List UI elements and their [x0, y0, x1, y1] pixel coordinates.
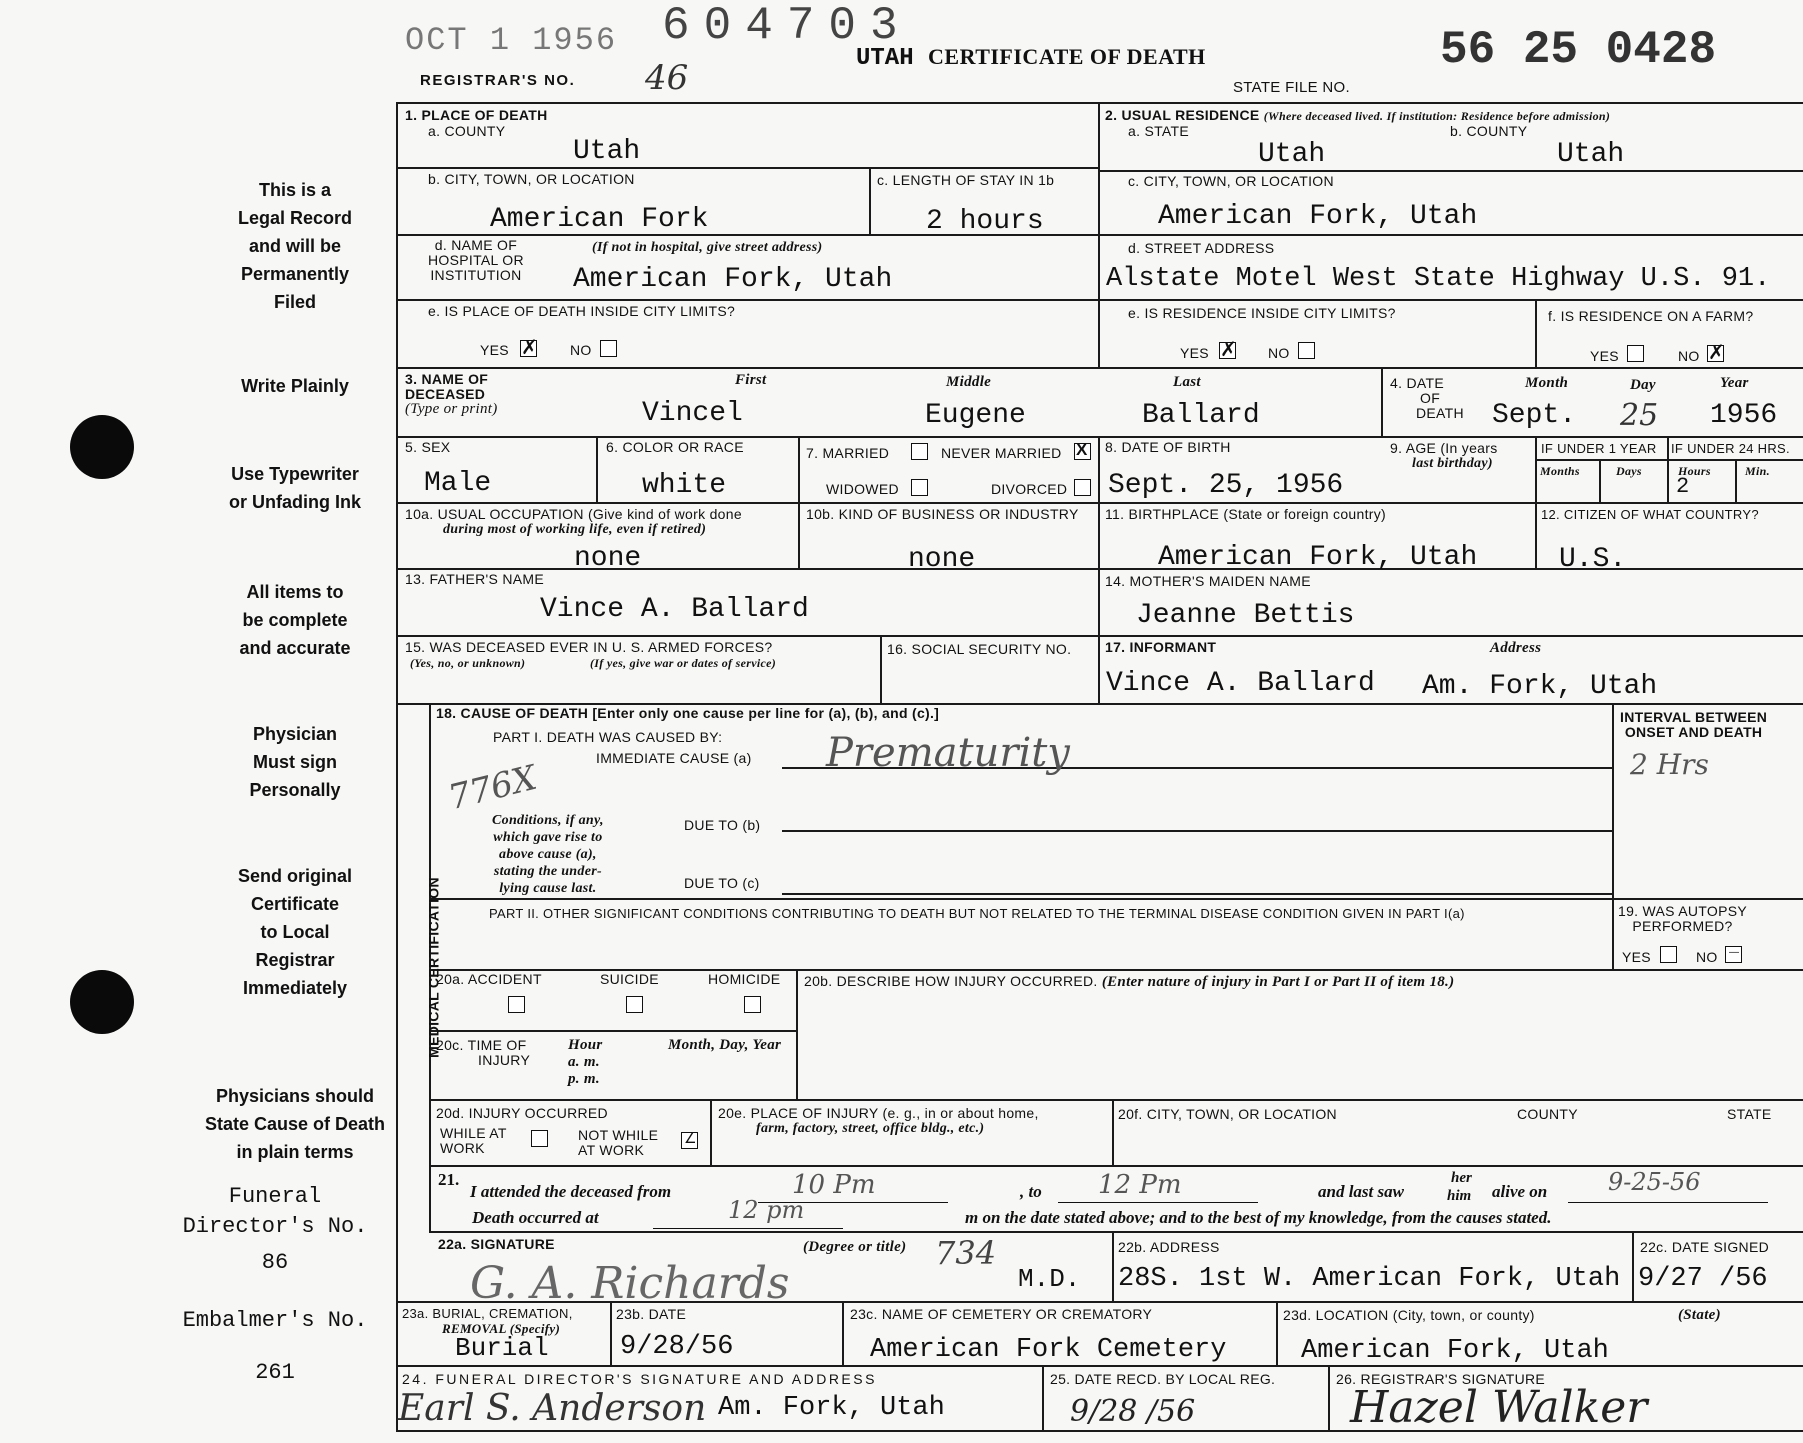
- married-checkbox[interactable]: [911, 443, 928, 460]
- citizen-value: U.S.: [1559, 544, 1627, 575]
- accident-label: 20a. ACCIDENT: [436, 971, 542, 987]
- armed-forces-hint-1: (Yes, no, or unknown): [410, 656, 526, 670]
- middle-name-label: Middle: [946, 374, 992, 390]
- days-label: Days: [1616, 464, 1642, 478]
- injury-description-label: 20b. DESCRIBE HOW INJURY OCCURRED. (Enter nature of injury in Part I or Part II of item 18.): [804, 973, 1455, 990]
- informant-label: 17. INFORMANT: [1105, 639, 1217, 655]
- homicide-label: HOMICIDE: [708, 971, 781, 987]
- last-name-label: Last: [1173, 374, 1201, 390]
- funeral-director-no: Funeral Director's No. 86: [182, 1184, 368, 1275]
- cemetery-label: 23c. NAME OF CEMETERY OR CREMATORY: [850, 1306, 1153, 1322]
- embalmer-no: Embalmer's No. 261: [182, 1308, 368, 1385]
- burial-date-value: 9/28/56: [620, 1332, 734, 1362]
- stamp-date: OCT 1 1956: [405, 22, 618, 59]
- physician-signature: G. A. Richards: [470, 1258, 790, 1309]
- funeral-director-signature: Earl S. Anderson: [398, 1388, 707, 1429]
- burial-state-label: (State): [1678, 1307, 1721, 1323]
- father-value: Vince A. Ballard: [540, 594, 809, 625]
- res-inside-limits-label: e. IS RESIDENCE INSIDE CITY LIMITS?: [1128, 305, 1396, 321]
- physician-address: 28S. 1st W. American Fork, Utah: [1118, 1264, 1621, 1294]
- divorced-label: DIVORCED: [991, 481, 1068, 497]
- sidebar-notice-physician: Physician Must sign Personally: [249, 724, 341, 800]
- pod-county-value: Utah: [573, 136, 641, 167]
- res-yes-checkbox[interactable]: ✗: [1220, 339, 1237, 361]
- res-farm-yes-label: YES: [1590, 348, 1619, 364]
- burial-location-value: American Fork, Utah: [1301, 1336, 1609, 1366]
- dod-year-label: Year: [1720, 375, 1749, 391]
- citizen-label: 12. CITIZEN OF WHAT COUNTRY?: [1541, 507, 1759, 522]
- under-24-hrs-label: IF UNDER 24 HRS.: [1671, 441, 1790, 456]
- dod-year-value: 1956: [1710, 400, 1778, 431]
- months-label: Months: [1540, 464, 1580, 478]
- industry-label: 10b. KIND OF BUSINESS OR INDUSTRY: [806, 506, 1079, 522]
- res-county-label: b. COUNTY: [1450, 123, 1528, 139]
- funeral-director-address: Am. Fork, Utah: [718, 1393, 945, 1423]
- not-while-at-work-label: NOT WHILE AT WORK: [578, 1127, 659, 1158]
- res-farm-yes-checkbox[interactable]: [1627, 345, 1644, 362]
- married-label: 7. MARRIED: [806, 445, 890, 461]
- informant-value: Vince A. Ballard: [1106, 668, 1375, 699]
- physician-degree: M.D.: [1018, 1264, 1081, 1294]
- sidebar-notice-legal: This is a Legal Record and will be Permanently Filed: [237, 180, 353, 312]
- date-of-death-label: 4. DATE OF DEATH: [1390, 375, 1464, 421]
- punch-hole: [70, 415, 134, 479]
- age-label: 9. AGE (In years last birthday): [1390, 440, 1498, 471]
- hours-value: 2: [1676, 474, 1690, 499]
- sex-value: Male: [424, 468, 492, 499]
- mdy-label: Month, Day, Year: [668, 1037, 782, 1053]
- burial-method-value: Burial: [455, 1333, 549, 1363]
- place-of-death-title: 1. PLACE OF DEATH: [405, 107, 548, 123]
- res-farm-label: f. IS RESIDENCE ON A FARM?: [1548, 308, 1754, 324]
- dob-value: Sept. 25, 1956: [1108, 470, 1344, 501]
- dob-label: 8. DATE OF BIRTH: [1105, 439, 1231, 455]
- dod-month-value: Sept.: [1492, 400, 1577, 431]
- race-label: 6. COLOR OR RACE: [606, 439, 744, 455]
- date-received-label: 25. DATE RECD. BY LOCAL REG.: [1050, 1371, 1276, 1387]
- autopsy-no-checkbox[interactable]: —: [1725, 946, 1742, 963]
- state-file-label: STATE FILE NO.: [1233, 79, 1350, 96]
- res-county-value: Utah: [1557, 139, 1625, 170]
- last-name-value: Ballard: [1142, 400, 1260, 431]
- medical-certification-side-label: MEDICAL CERTIFICATION: [425, 877, 442, 1058]
- immediate-cause-value: Prematurity: [826, 730, 1070, 776]
- res-street-label: d. STREET ADDRESS: [1128, 240, 1275, 256]
- res-no-label: NO: [1268, 345, 1290, 361]
- pod-hospital-value: American Fork, Utah: [573, 264, 893, 295]
- never-married-checkbox[interactable]: X: [1074, 443, 1091, 460]
- divorced-checkbox[interactable]: [1074, 479, 1091, 496]
- part1-label: PART I. DEATH WAS CAUSED BY:: [493, 729, 723, 745]
- hour-ampm-label: Hour a. m. p. m.: [568, 1037, 603, 1087]
- while-at-work-label: WHILE AT WORK: [440, 1125, 507, 1156]
- occupation-value: none: [574, 543, 642, 574]
- document-title: UTAH CERTIFICATE OF DEATH: [856, 44, 1206, 72]
- degree-label: (Degree or title): [803, 1239, 907, 1255]
- res-yes-label: YES: [1180, 345, 1209, 361]
- dod-month-label: Month: [1525, 375, 1569, 391]
- nosology-code: 776X: [444, 757, 541, 819]
- conditions-note: Conditions, if any, which gave rise to above cause (a), stating the under- lying cause last.: [492, 813, 604, 896]
- pod-stay-value: 2 hours: [926, 206, 1044, 237]
- informant-address-label: Address: [1490, 640, 1542, 656]
- registrar-no-label: REGISTRAR'S NO.: [420, 72, 576, 89]
- pod-hospital-label: d. NAME OF HOSPITAL OR INSTITUTION: [428, 237, 524, 283]
- registrar-no: 46: [645, 58, 689, 98]
- physician-address-label: 22b. ADDRESS: [1118, 1239, 1220, 1255]
- due-to-b-label: DUE TO (b): [684, 817, 761, 833]
- birthplace-value: American Fork, Utah: [1158, 542, 1478, 573]
- pod-no-checkbox[interactable]: [600, 340, 617, 357]
- birthplace-label: 11. BIRTHPLACE (State or foreign country): [1105, 506, 1387, 522]
- widowed-checkbox[interactable]: [911, 479, 928, 496]
- autopsy-no-label: NO: [1696, 949, 1718, 965]
- cause-of-death-label: 18. CAUSE OF DEATH [Enter only one cause per line for (a), (b), and (c).]: [436, 705, 940, 721]
- residence-title: 2. USUAL RESIDENCE (Where deceased lived. If institution: Residence before admission): [1105, 107, 1611, 123]
- pod-inside-limits-label: e. IS PLACE OF DEATH INSIDE CITY LIMITS?: [428, 303, 736, 319]
- autopsy-label: 19. WAS AUTOPSY PERFORMED?: [1618, 903, 1747, 934]
- autopsy-yes-label: YES: [1622, 949, 1651, 965]
- date-received-value: 9/28 /56: [1070, 1394, 1196, 1429]
- due-to-c-label: DUE TO (c): [684, 875, 760, 891]
- armed-forces-label: 15. WAS DECEASED EVER IN U. S. ARMED FORCES?: [405, 639, 773, 655]
- injury-occurred-label: 20d. INJURY OCCURRED: [436, 1105, 608, 1121]
- while-at-work-checkbox[interactable]: [531, 1130, 548, 1147]
- place-of-injury-label: 20e. PLACE OF INJURY (e. g., in or about home, farm, factory, street, office bldg., etc.): [718, 1105, 1039, 1136]
- punch-hole: [70, 970, 134, 1034]
- res-state-label: a. STATE: [1128, 123, 1190, 139]
- ssn-label: 16. SOCIAL SECURITY NO.: [887, 641, 1072, 657]
- signature-label: 22a. SIGNATURE: [438, 1236, 555, 1252]
- autopsy-yes-checkbox[interactable]: [1660, 946, 1677, 963]
- res-no-checkbox[interactable]: [1298, 342, 1315, 359]
- industry-value: none: [908, 544, 976, 575]
- sidebar-notice-complete: All items to be complete and accurate: [239, 582, 351, 658]
- min-label: Min.: [1745, 464, 1770, 478]
- sex-label: 5. SEX: [405, 439, 451, 455]
- pod-yes-checkbox[interactable]: ✗: [521, 337, 538, 359]
- mother-value: Jeanne Bettis: [1136, 600, 1355, 631]
- middle-name-value: Eugene: [925, 400, 1026, 431]
- res-city-value: American Fork, Utah: [1158, 201, 1478, 232]
- injury-state-label: STATE: [1727, 1106, 1772, 1122]
- pod-city-value: American Fork: [490, 204, 709, 235]
- registrar-signature: Hazel Walker: [1350, 1382, 1648, 1433]
- part2-label: PART II. OTHER SIGNIFICANT CONDITIONS CONTRIBUTING TO DEATH BUT NOT RELATED TO THE TERMINAL DISEASE CONDITION GIVEN IN PART I(a): [489, 906, 1465, 921]
- dod-day-value: 25: [1620, 398, 1659, 433]
- physician-code: 734: [935, 1234, 997, 1272]
- not-while-at-work-checkbox[interactable]: ∠: [681, 1132, 698, 1149]
- date-signed-value: 9/27 /56: [1638, 1264, 1768, 1294]
- serial-number: 604703: [662, 0, 912, 52]
- widowed-label: WIDOWED: [826, 481, 899, 497]
- occupation-label: 10a. USUAL OCCUPATION (Give kind of work done during most of working life, even if retired): [405, 506, 742, 537]
- date-signed-label: 22c. DATE SIGNED: [1640, 1239, 1770, 1255]
- mother-label: 14. MOTHER'S MAIDEN NAME: [1105, 573, 1311, 589]
- cemetery-value: American Fork Cemetery: [870, 1335, 1227, 1365]
- attendance-statement: 21. I attended the deceased from 10 Pm , to 12 Pm and last saw her him alive on 9-25-56 Death occurred at 12 pm m on the date stated above; and to the best of my knowledge, from the causes stated.: [438, 1170, 1798, 1230]
- sidebar-notice-typewriter: Use Typewriter or Unfading Ink: [229, 464, 361, 512]
- name-label: 3. NAME OF DECEASED (Type or print): [405, 371, 498, 417]
- injury-city-label: 20f. CITY, TOWN, OR LOCATION: [1118, 1106, 1337, 1122]
- funeral-director-signature-label: 24. FUNERAL DIRECTOR'S SIGNATURE AND ADDRESS: [402, 1371, 877, 1387]
- dod-day-label: Day: [1630, 377, 1656, 393]
- res-city-label: c. CITY, TOWN, OR LOCATION: [1128, 173, 1334, 189]
- pod-hospital-hint: (If not in hospital, give street address): [592, 240, 823, 255]
- first-name-label: First: [735, 372, 767, 388]
- race-value: white: [642, 470, 727, 501]
- homicide-checkbox[interactable]: [744, 996, 761, 1013]
- father-label: 13. FATHER'S NAME: [405, 571, 544, 587]
- suicide-checkbox[interactable]: [626, 996, 643, 1013]
- never-married-label: NEVER MARRIED: [941, 445, 1062, 461]
- immediate-cause-label: IMMEDIATE CAUSE (a): [596, 750, 752, 766]
- pod-county-label: a. COUNTY: [428, 123, 506, 139]
- res-farm-no-checkbox[interactable]: ✗: [1708, 342, 1725, 364]
- pod-stay-label: c. LENGTH OF STAY IN 1b: [877, 172, 1055, 188]
- registrar-signature-label: 26. REGISTRAR'S SIGNATURE: [1336, 1371, 1546, 1387]
- pod-city-label: b. CITY, TOWN, OR LOCATION: [428, 171, 635, 187]
- pod-yes-label: YES: [480, 342, 509, 358]
- pod-no-label: NO: [570, 342, 592, 358]
- first-name-value: Vincel: [642, 398, 743, 429]
- sidebar-notice-write: Write Plainly: [241, 376, 349, 396]
- burial-location-label: 23d. LOCATION (City, town, or county): [1283, 1307, 1535, 1323]
- hours-label: Hours: [1678, 464, 1711, 478]
- injury-county-label: COUNTY: [1517, 1106, 1578, 1122]
- informant-address-value: Am. Fork, Utah: [1422, 671, 1658, 702]
- under-1-year-label: IF UNDER 1 YEAR: [1541, 441, 1657, 456]
- interval-label: INTERVAL BETWEEN ONSET AND DEATH: [1620, 709, 1768, 740]
- res-street-value: Alstate Motel West State Highway U.S. 91.: [1106, 264, 1771, 294]
- burial-method-label: 23a. BURIAL, CREMATION, REMOVAL (Specify): [402, 1306, 573, 1336]
- res-farm-no-label: NO: [1678, 348, 1700, 364]
- suicide-label: SUICIDE: [600, 971, 659, 987]
- interval-value: 2 Hrs: [1630, 748, 1709, 781]
- burial-date-label: 23b. DATE: [616, 1306, 687, 1322]
- sidebar-notice-cause: Physicians should State Cause of Death in plain terms: [204, 1086, 386, 1162]
- state-file-number: 56 25 0428: [1440, 24, 1717, 76]
- sidebar-notice-send: Send original Certificate to Local Registrar Immediately: [237, 866, 352, 998]
- res-state-value: Utah: [1258, 139, 1326, 170]
- accident-checkbox[interactable]: [508, 996, 525, 1013]
- armed-forces-hint-2: (If yes, give war or dates of service): [590, 656, 777, 670]
- time-of-injury-label: 20c. TIME OF INJURY: [436, 1037, 531, 1068]
